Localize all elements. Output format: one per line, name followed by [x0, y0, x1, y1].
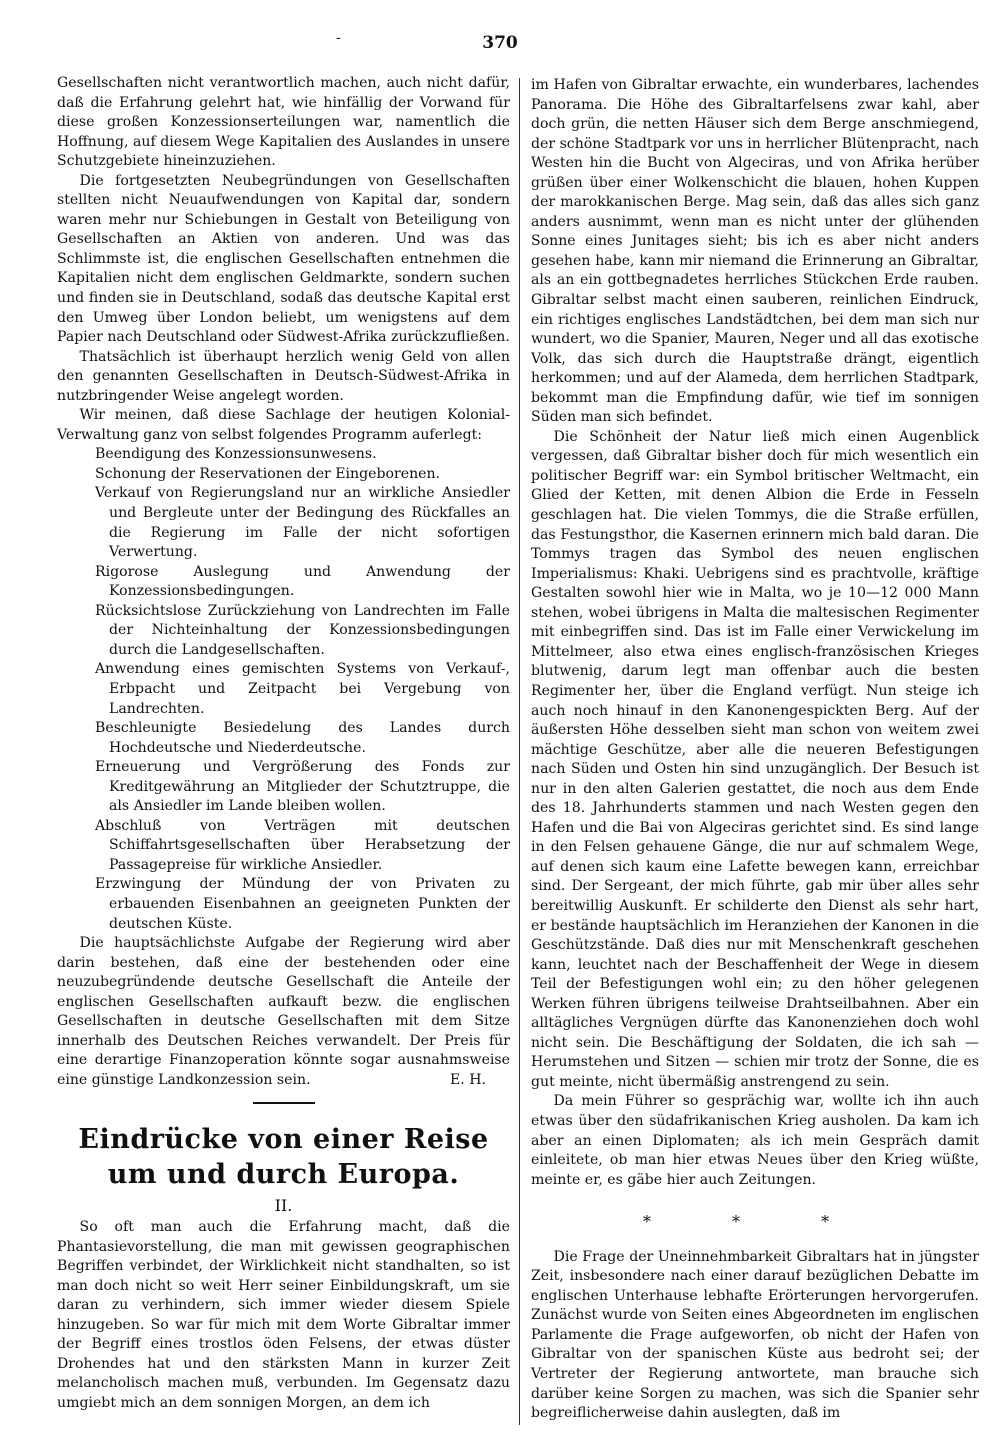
paragraph: Die Frage der Uneinnehmbarkeit Gibraltars hat in jüngster Zeit, insbesondere nach einer darauf bezüglichen Debatte im englischen Unterhause lebhafte Erörterungen hervorgerufen. Zunächst wurde von Seiten eines Abgeordneten im englischen Parlamente die Frage aufgeworfen, ob nicht der Hafen von Gibraltar von der spanischen Küste aus bedroht sei; der Vertreter der Regierung antwortete, man brauche sich darüber keine Sorgen zu machen, was sich die Spanier sehr begreiflicherweise dahin auslegten, daß im [531, 1248, 979, 1422]
paragraph-continued: Gesellschaften nicht verantwortlich machen, auch nicht dafür, daß die Erfahrung gelehrt hat, wie hinfällig der Vorwand für diese großen Konzessionserteilungen war, namentlich die Hoffnung, auf diesem Wege Kapitalien des Auslandes in unsere Schutzgebiete hineinzuziehen. [57, 75, 510, 170]
program-item: Anwendung eines gemischten Systems von Verkauf-, Erbpacht und Zeitpacht bei Vergebung von Landrechten. [95, 661, 510, 717]
paragraph-continued: im Hafen von Gibraltar erwachte, ein wunderbares, lachendes Panorama. Die Höhe des Gibraltarfelsens zwar kahl, aber doch grün, die netten Häuser sich dem Berge anschmiegend, der schöne Stadtpark vor uns in herrlicher Blütenpracht, nach Westen hin die Bucht von Algeciras, und von Afrika herüber grüßen über einer Wolkenschicht die blauen, hohen Kuppen der marokkanischen Berge. Mag sein, daß das alles sich ganz anders ausnimmt, wenn man es nicht unter der glühenden Sonne eines Junitages sieht; bis ich es aber nicht anders gesehen habe, kann mir niemand die Erinnerung an Gibraltar, als an ein gottbegnadetes herrliches Stückchen Erde rauben. Gibraltar selbst macht einen sauberen, reinlichen Eindruck, ein richtiges englisches Landstädtchen, bei dem man sich nur wundert, wo die Spanier, Mauren, Neger und all das exotische Volk, das sich durch die Hauptstraße drängt, eigentlich herkommen; und auf der Alameda, dem herrlichen Stadtpark, bekommt man die Empfindung dafür, wie tief im sonnigen Süden man sich befindet. [531, 77, 979, 426]
program-item: Schonung der Reservationen der Eingeborenen. [95, 465, 441, 482]
program-item: Beendigung des Konzessionsunwesens. [95, 446, 377, 463]
paragraph-program-intro: Wir meinen, daß diese Sachlage der heutigen Kolonial-Verwaltung ganz von selbst folgendes Programm auferlegt: [57, 407, 510, 443]
closing-text: Die hauptsächlichste Aufgabe der Regierung wird aber darin bestehen, daß eine der bestehenden oder eine neuzubegründende deutsche Gesellschaft die Anteile der englischen Gesellschaften aufkauft bezw. die englischen Gesellschaften in deutsche Gesellschaften mit dem Sitze innerhalb des Deutschen Reiches verwandelt. Der Preis für eine derartige Finanzoperation könnte sogar ausnahmsweise eine günstige Landkonzession sein. [57, 935, 510, 1088]
left-column [57, 74, 510, 1429]
article-title: Eindrücke von einer Reise um und durch Europa. [78, 1124, 489, 1191]
top-mark: - [336, 30, 341, 46]
right-column [531, 76, 979, 1429]
paragraph: Thatsächlich ist überhaupt herzlich wenig Geld von allen den genannten Gesellschaften in Deutsch-Südwest-Afrika in nutzbringender Weise angelegt worden. [57, 348, 510, 404]
page-number: 370 [482, 33, 518, 53]
section-divider [253, 1102, 315, 1104]
program-item: Erzwingung der Mündung der von Privaten zu erbauenden Eisenbahnen an geeigneten Punkten der deutschen Küste. [95, 876, 510, 932]
program-item: Abschluß von Verträgen mit deutschen Schiffahrtsgesellschaften über Herabsetzung der Passagepreise für wirkliche Ansiedler. [95, 817, 510, 873]
column-divider [519, 78, 520, 1425]
author-signature: E. H. [449, 1071, 486, 1088]
closing-paragraph [57, 934, 510, 1090]
program-item: Rücksichtslose Zurückziehung von Landrechten im Falle der Nichteinhaltung der Konzessionsbedingungen durch die Landgesellschaften. [95, 602, 510, 658]
article-part-number: II. [274, 1196, 293, 1216]
paragraph: Die Schönheit der Natur ließ mich einen Augenblick vergessen, daß Gibraltar bisher doch für mich wesentlich ein politischer Begriff war: ein Symbol britischer Weltmacht, ein Glied der Ketten, mit denen Albion die Erde in Fesseln geschlagen hat. Die vielen Tommys, die die Straße erfüllen, das Festungsthor, die Kasernen erinnern mich bald daran. Die Tommys tragen das Symbol des neuen englischen Imperialismus: Khaki. Uebrigens sind es prachtvolle, kräftige Gestalten sowohl hier wie in Malta, wo je 10—12 000 Mann stehen, wobei übrigens in Malta die maltesischen Regimenter mit einbegriffen sind. Das ist im Falle einer Verwickelung im Mittelmeer, also etwa eines englisch-französischen Krieges blutwenig, darum legt man offenbar auch die besten Regimenter her, über die England verfügt. Nun steige ich auch noch hinauf in den Kanonengespickten Berg. Auf der äußersten Höhe desselben sieht man schon von weitem zwei mächtige Geschütze, aber alle die neueren Befestigungen nach Süden und Osten hin sind unzugänglich. Der Besuch ist nur in den alten Galerien gestattet, die noch aus dem Ende des 18. Jahrhunderts stammen und nach Westen gegen den Hafen und die Bai von Algeciras gerichtet sind. Es sind lange in den Felsen gehauene Gänge, die nur auf schmalem Wege, auf denen sich kaum eine Lafette bewegen kann, erreichbar sind. Der Sergeant, der mich führte, gab mir über alles sehr bereitwillig Auskunft. Er schilderte den Dienst als sehr hart, er bestände hauptsächlich im Heranziehen der Kanonen in die Geschützstände. Daß dies nur mit Menschenkraft geschehen kann, leuchtet nach der Beschaffenheit der Wege in diesem Teil der Befestigungen wohl ein; zu den höher gelegenen Werken führen übrigens teilweise Drahtseilbahnen. Aber ein alltägliches Vergnügen dürfte das Kanonenziehen doch wohl nicht sein. Die Beschäftigung der Soldaten, die ich sah — Herumstehen und Sitzen — schien mir trotz der Sonne, die es gut meinte, nicht übermäßig anstrengend zu sein. [531, 428, 979, 1090]
program-item: Beschleunigte Besiedelung des Landes durch Hochdeutsche und Niederdeutsche. [95, 720, 510, 756]
program-list [57, 445, 510, 934]
article-intro: So oft man auch die Erfahrung macht, daß die Phantasievorstellung, die man mit gewissen geographischen Begriffen verbindet, der Wirklichkeit nicht standhalten, so ist man doch nicht so weit Herr seiner Einbildungskraft, um sie daran zu verhindern, sich immer wieder diesem Spiele hinzugeben. So war für mich mit dem Worte Gibraltar immer der Begriff eines trostlos öden Felsens, der etwas düster Drohendes hat und den stärksten Mann in kurzer Zeit melancholisch machen muß, verbunden. Im Gegensatz dazu umgiebt mich an dem sonnigen Morgen, an dem ich [57, 1218, 510, 1411]
program-item: Erneuerung und Vergrößerung des Fonds zur Kreditgewährung an Mitglieder der Schutztruppe, die als Ansiedler im Lande bleiben wollen. [95, 759, 510, 815]
program-item: Rigorose Auslegung und Anwendung der Konzessionsbedingungen. [95, 563, 510, 600]
program-item: Verkauf von Regierungsland nur an wirkliche Ansiedler und Bergleute unter der Bedingung des Rückfalles an die Regierung im Falle der nicht sofortigen Verwertung. [95, 485, 510, 561]
paragraph: Die fortgesetzten Neubegründungen von Gesellschaften stellten nicht Neuaufwendungen von Kapital dar, sondern waren mehr nur Schiebungen in Gestalt von Beteiligung von Gesellschaften an Aktien von anderen. Und was das Schlimmste ist, die englischen Gesellschaften entnehmen die Kapitalien nicht dem englischen Geldmarkte, sondern suchen und finden sie in Deutschland, sodaß das deutsche Kapital erst den Umweg über London beliebt, um wenigstens auf dem Papier nach Deutschland oder Südwest-Afrika zurückzufließen. [57, 172, 510, 346]
section-stars: * * * [642, 1212, 868, 1232]
paragraph: Da mein Führer so gesprächig war, wollte ich ihn auch etwas über den südafrikanischen Krieg ausholen. Da kam ich aber an einen Diplomaten; als ich mein Gespräch damit einleitete, ob man hier etwas Neues über den Krieg wüßte, meinte er, es gäbe hier auch Zeitungen. [531, 1093, 979, 1188]
